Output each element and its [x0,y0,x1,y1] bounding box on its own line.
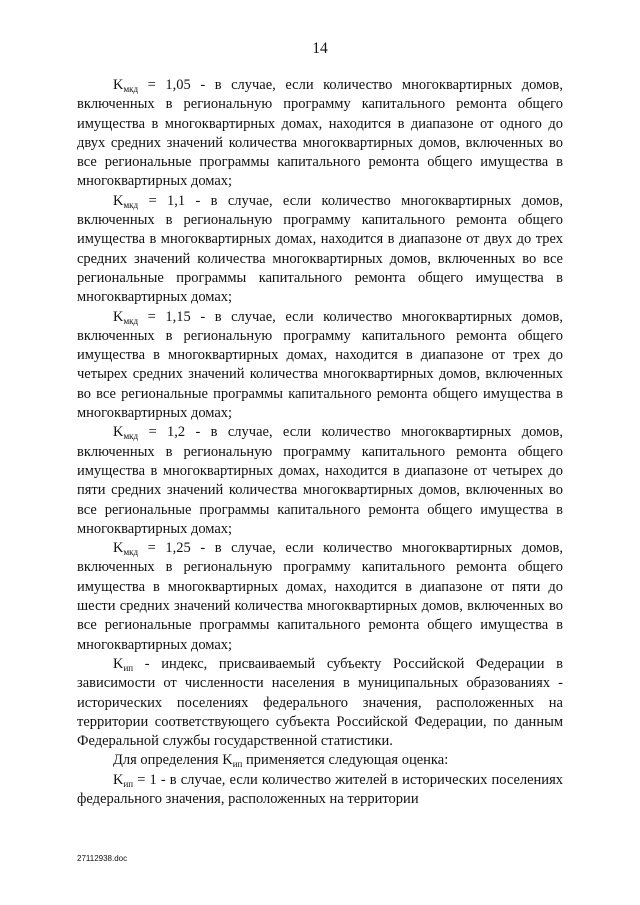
coefficient-symbol: $K_{мкд}$ [113,77,139,94]
coefficient-symbol: $K_{мкд}$ [113,308,139,326]
paragraph-kmkd-1-15: $K_{мкд} = 1,15 - в$ случае, если количество многоквартирных домов, включенных в региональную программу капитального ремонта общего имущества в многоквартирных домах, находится в диапазоне от трех до четырех средних значений количества многоквартирных домов, включенных во все региональные программы капитального ремонта общего имущества в многоквартирных домах; [77,308,563,422]
page-number: 14 [312,40,328,57]
paragraph-kmkd-1-1: $K_{мкд} = 1,1 - в$ случае, если количество многоквартирных домов, включенных в региональную программу капитального ремонта общего имущества в многоквартирных домах, находится в диапазоне от двух до трех средних значений количества многоквартирных домов, включенных во все региональные программы капитального ремонта общего имущества в многоквартирных домах; [77,192,563,306]
document-filename: 27112938.doc [77,854,128,863]
paragraph-kip-1: $K_{ип} = 1 - в$ случае, если количество жителей в исторических поселениях федерального значения, расположенных на территории [77,771,563,807]
paragraph-kmkd-1-05: $K_{мкд} = 1,05 - в$ случае, если количество многоквартирных домов, включенных в региональную программу капитального ремонта общего имущества в многоквартирных домах, находится в диапазоне от одного до двух средних значений количества многоквартирных домов, включенных во все региональные программы капитального ремонта общего имущества в многоквартирных домах; [77,77,563,190]
coefficient-symbol: $K_{мкд}$ [113,424,139,442]
coefficient-symbol: $K_{ип}$ [113,655,134,673]
paragraph-kip-definition: $K_{ип}$ - индекс, присваиваемый субъекту Российской Федерации в зависимости от численности населения в муниципальных образованиях - исторических поселениях федерального значения, расположенных на территории соответствующего субъекта Российской Федерации, по данным Федеральной службы государственной статистики. [77,655,563,750]
coefficient-symbol: $K_{мкд}$ [113,540,139,558]
coefficient-symbol: $K_{мкд}$ [113,192,139,210]
paragraph-kip-assessment: Для определения $K_{ип}$ применяется следующая оценка: [113,752,449,770]
coefficient-symbol: $K_{ип}$ [113,771,134,789]
paragraph-kmkd-1-2: $K_{мкд} = 1,2 - в$ случае, если количество многоквартирных домов, включенных в региональную программу капитального ремонта общего имущества в многоквартирных домах, находится в диапазоне от четырех до пяти средних значений количества многоквартирных домов, включенных во все региональные программы капитального ремонта общего имущества в многоквартирных домах; [77,424,563,537]
paragraph-kmkd-1-25: $K_{мкд} = 1,25 - в$ случае, если количество многоквартирных домов, включенных в региональную программу капитального ремонта общего имущества в многоквартирных домах, находится в диапазоне от пяти до шести средних значений количества многоквартирных домов, включенных во все региональные программы капитального ремонта общего имущества в многоквартирных домах; [77,540,563,653]
document-body [77,76,563,809]
